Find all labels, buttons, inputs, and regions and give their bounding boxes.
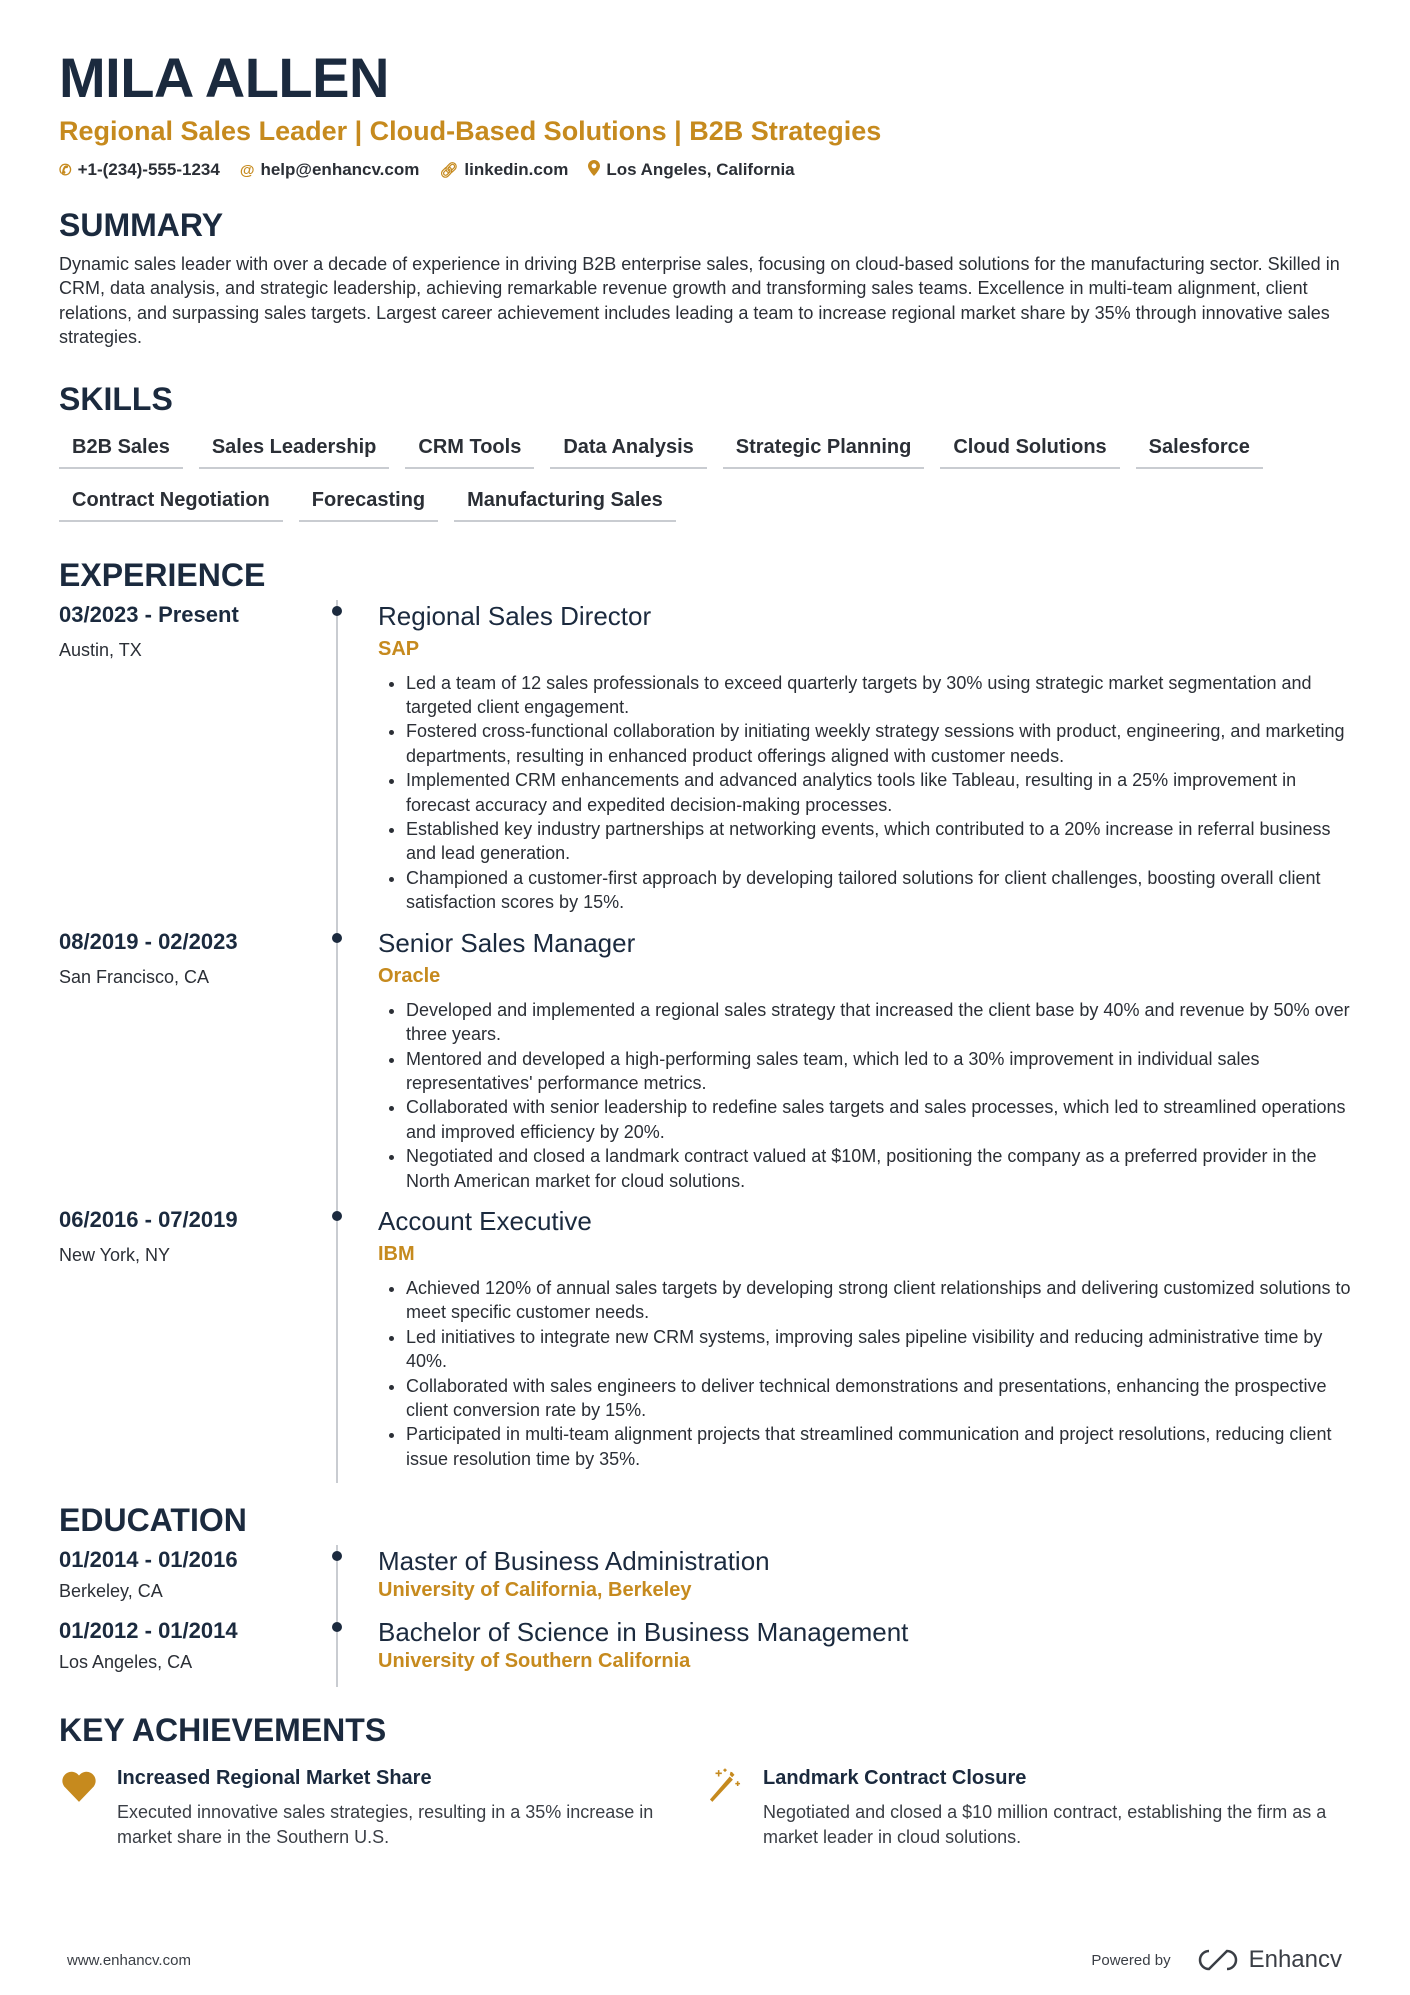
link-icon: 🔗︎ [439,162,459,179]
education-heading: EDUCATION [59,1502,247,1539]
experience-meta [59,1205,336,1483]
education-list [59,1545,1351,1687]
footer-website[interactable]: www.enhancv.com [67,1951,191,1969]
bullet-item: • Achieved 120% of annual sales targets by developing strong client relationships and delivering customized solutions to meet specific customer needs. [406,1276,1351,1325]
degree: Master of Business Administration [378,1546,770,1577]
education-date: 01/2014 - 01/2016 [59,1547,238,1573]
bullet-item: • Established key industry partnerships at networking events, which contributed to a 20% increase in referral business and lead generation. [406,817,1351,866]
footer [67,1946,1342,1974]
experience-date: 06/2016 - 07/2019 [59,1206,238,1232]
timeline-line [336,600,338,927]
education-details [378,1545,1351,1616]
timeline-line [336,927,338,1205]
bullet-list [378,1276,1351,1471]
job-title: Regional Sales Director [378,600,652,631]
bullet-item: • Mentored and developed a high-performing sales team, which led to a 30% improvement in individual sales representatives' performance metrics. [406,1047,1351,1096]
bullet-list [378,998,1351,1193]
education-location: Los Angeles, CA [59,1652,193,1673]
bullet-item: • Championed a customer-first approach by developing tailored solutions for client challenges, boosting overall client satisfaction scores by 15%. [406,866,1351,915]
skill-tag: Contract Negotiation [59,485,283,522]
experience-heading: EXPERIENCE [59,556,266,593]
education-details [378,1616,1351,1687]
experience-date: 03/2023 - Present [59,601,239,627]
candidate-title: Regional Sales Leader | Cloud-Based Solutions | B2B Strategies [59,116,882,146]
bullet-item: • Led initiatives to integrate new CRM systems, improving sales pipeline visibility and reducing administrative time by 40%. [406,1325,1351,1374]
timeline-line [336,1205,338,1483]
bullet-item: • Led a team of 12 sales professionals to exceed quarterly targets by 30% using strategic market segmentation and targeted client engagement. [406,671,1351,720]
experience-details [378,1205,1351,1483]
education-date: 01/2012 - 01/2014 [59,1618,238,1644]
experience-date: 08/2019 - 02/2023 [59,928,238,954]
candidate-name: MILA ALLEN [59,46,389,109]
job-title: Senior Sales Manager [378,927,636,958]
achievement-item [59,1767,705,1849]
experience-location: New York, NY [59,1244,171,1265]
company-name: Oracle [378,964,441,987]
experience-meta [59,927,336,1205]
achievement-title: Increased Regional Market Share [117,1767,432,1790]
achievement-title: Landmark Contract Closure [763,1767,1027,1790]
magic-wand-icon [705,1767,745,1849]
skill-tag: Manufacturing Sales [454,485,676,522]
bullet-item: • Negotiated and closed a landmark contract valued at $10M, positioning the company as a preferred provider in the North American market for cloud solutions. [406,1144,1351,1193]
enhancv-logo[interactable] [1195,1946,1342,1974]
education-location: Berkeley, CA [59,1581,163,1602]
education-item [59,1545,1351,1616]
contact-location [588,160,794,180]
skills-list [59,432,1359,522]
bullet-item: • Fostered cross-functional collaboration by initiating weekly strategy sessions with product, engineering, and marketing departments, resulting in enhanced product offerings aligned with customer needs. [406,719,1351,768]
experience-location: Austin, TX [59,639,142,660]
timeline-line [336,1616,338,1687]
experience-list [59,600,1351,1484]
skill-tag: CRM Tools [405,432,534,469]
skill-tag: B2B Sales [59,432,183,469]
experience-meta [59,600,336,927]
company-name: IBM [378,1242,415,1265]
bullet-item: • Developed and implemented a regional sales strategy that increased the client base by 40% and revenue by 50% over three years. [406,998,1351,1047]
powered-by-label: Powered by [1091,1951,1171,1969]
achievements-heading: KEY ACHIEVEMENTS [59,1712,387,1749]
experience-details [378,927,1351,1205]
contact-linkedin[interactable] [439,160,568,180]
enhancv-logo-icon [1195,1947,1241,1973]
skill-tag: Data Analysis [550,432,706,469]
at-icon: @ [239,161,255,179]
job-title: Account Executive [378,1205,592,1236]
skill-tag: Strategic Planning [723,432,925,469]
school-name: University of Southern California [378,1650,691,1673]
phone-icon: ✆ [59,162,72,179]
achievements-list [59,1767,1351,1849]
achievement-item [705,1767,1351,1849]
contact-email[interactable] [240,160,420,180]
experience-item [59,927,1351,1205]
skills-heading: SKILLS [59,380,173,417]
skill-tag: Cloud Solutions [940,432,1119,469]
bullet-item: • Collaborated with senior leadership to redefine sales targets and sales processes, which led to streamlined operations and improved efficiency by 20%. [406,1095,1351,1144]
experience-item [59,600,1351,927]
skill-tag: Sales Leadership [199,432,390,469]
achievement-desc: Executed innovative sales strategies, resulting in a 35% increase in market share in the Southern U.S. [117,1802,654,1847]
bullet-list [378,671,1351,915]
contact-bar [59,160,1351,180]
skill-tag: Salesforce [1136,432,1263,469]
experience-item [59,1205,1351,1483]
summary-text: Dynamic sales leader with over a decade of experience in driving B2B enterprise sales, focusing on cloud-based solutions for the manufacturing sector. Skilled in CRM, data analysis, and strategic leadership, achieving remarkable revenue growth and transforming sales teams. Excellence in multi-team alignment, client relations, and surpassing sales targets. Largest career achievement includes leading a team to increase regional market share by 35% through innovative sales strategies. [59,254,1340,348]
timeline-line [336,1545,338,1616]
company-name: SAP [378,637,420,660]
skill-tag: Forecasting [299,485,438,522]
education-meta [59,1616,336,1687]
school-name: University of California, Berkeley [378,1579,692,1602]
location-text: Los Angeles, California [606,160,795,179]
education-item [59,1616,1351,1687]
education-meta [59,1545,336,1616]
heart-icon [59,1767,99,1849]
achievement-desc: Negotiated and closed a $10 million contract, establishing the firm as a market leader in cloud solutions. [763,1802,1327,1847]
experience-location: San Francisco, CA [59,966,210,987]
email-text: help@enhancv.com [260,160,420,179]
bullet-item: • Participated in multi-team alignment projects that streamlined communication and project resolutions, reducing client issue resolution time by 35%. [406,1422,1351,1471]
contact-phone[interactable] [59,160,220,180]
bullet-item: • Implemented CRM enhancements and advanced analytics tools like Tableau, resulting in a 25% improvement in forecast accuracy and expedited decision-making processes. [406,768,1351,817]
bullet-item: • Collaborated with sales engineers to deliver technical demonstrations and presentations, enhancing the prospective client conversion rate by 15%. [406,1374,1351,1423]
summary-heading: SUMMARY [59,207,224,243]
experience-details [378,600,1351,927]
degree: Bachelor of Science in Business Management [378,1617,909,1648]
location-icon [588,160,600,180]
phone-text: +1-(234)-555-1234 [77,160,220,179]
brand-name: Enhancv [1248,1946,1342,1973]
linkedin-text: linkedin.com [464,160,569,179]
